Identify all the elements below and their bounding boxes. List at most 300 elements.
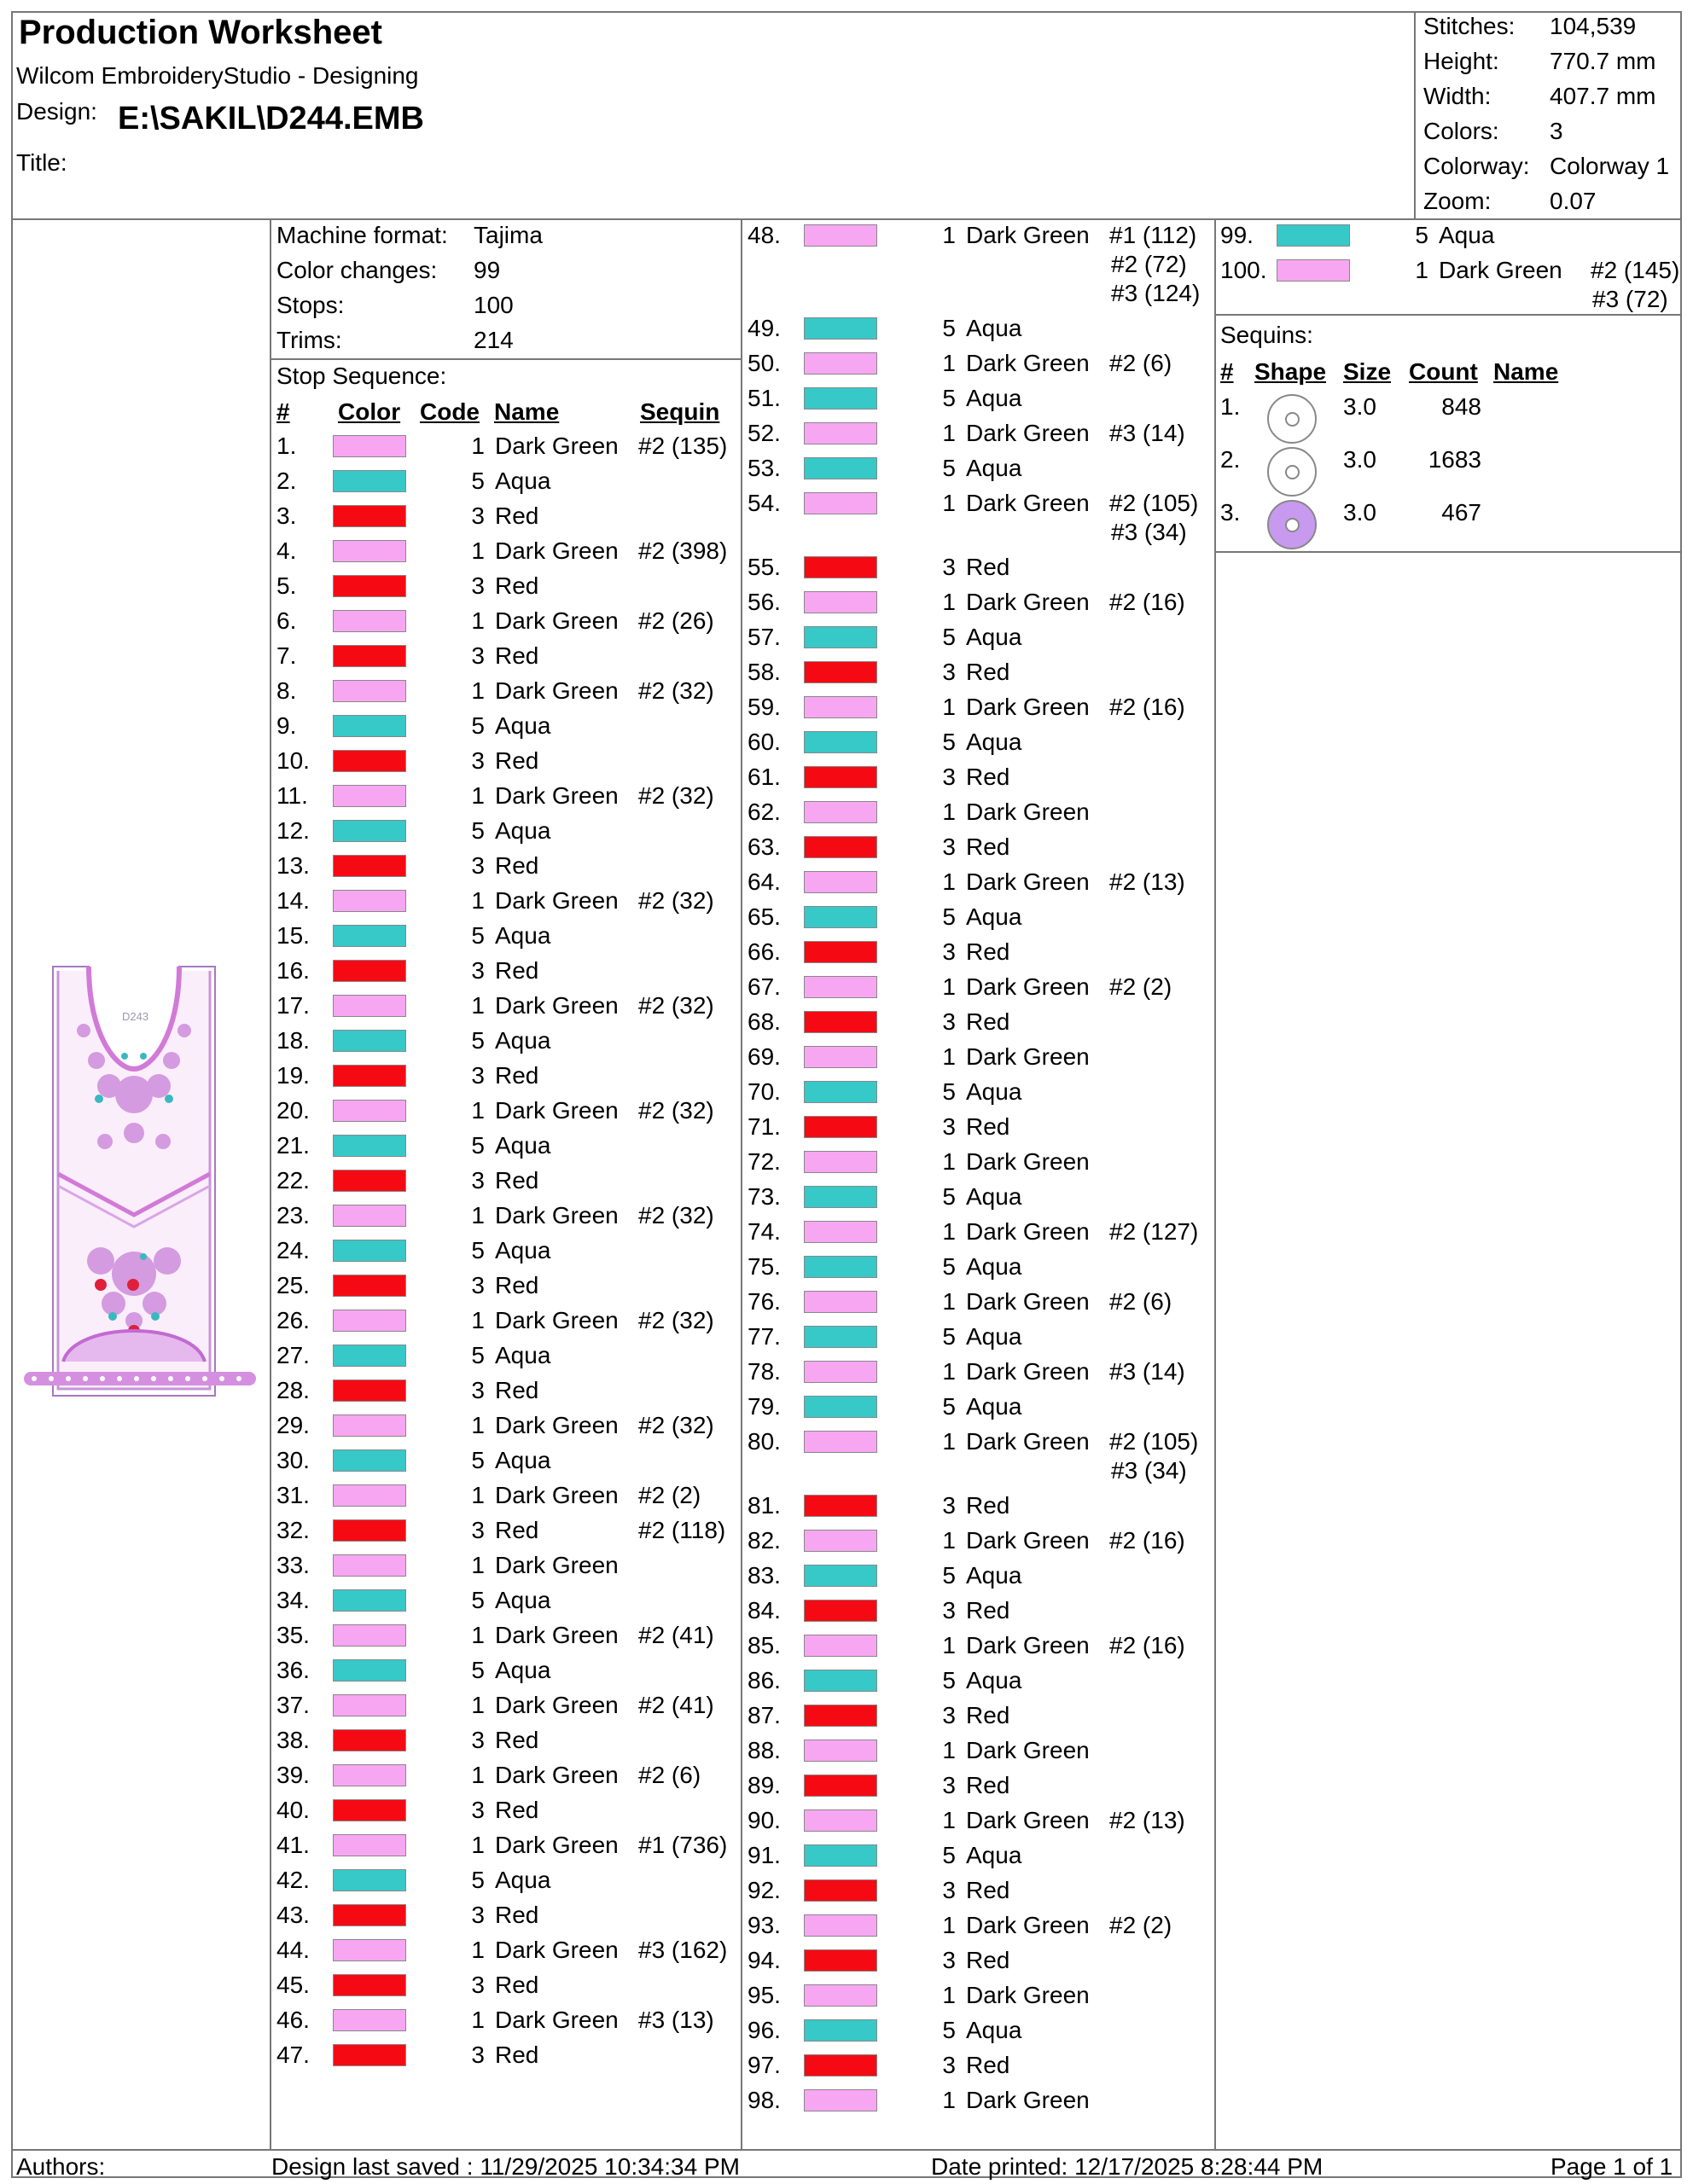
sequins-title: Sequins: [1220, 322, 1313, 348]
stat-value: 770.7 mm [1550, 48, 1656, 74]
stop-number: 46. [276, 2007, 310, 2033]
thread-name: Dark Green [495, 1307, 619, 1333]
thread-code: 1 [471, 1307, 485, 1333]
header-divider [11, 218, 1682, 220]
stop-number: 90. [748, 1807, 781, 1833]
color-swatch [333, 1240, 406, 1262]
stats-divider [1414, 11, 1416, 219]
thread-code: 5 [942, 315, 956, 341]
stat-value: 3 [1550, 118, 1563, 144]
color-swatch [333, 1519, 406, 1542]
sequin-count: #2 (6) [638, 1762, 701, 1788]
stop-number: 50. [748, 350, 781, 376]
stop-number: 39. [276, 1762, 310, 1788]
thread-name: Dark Green [495, 1412, 619, 1438]
color-swatch [804, 661, 877, 683]
stop-number: 30. [276, 1447, 310, 1473]
thread-name: Aqua [495, 1657, 551, 1683]
thread-name: Aqua [966, 385, 1022, 411]
thread-code: 1 [942, 1632, 956, 1658]
thread-name: Red [495, 747, 539, 774]
thread-code: 1 [942, 490, 956, 516]
stop-row [748, 833, 1208, 868]
thread-code: 3 [942, 764, 956, 790]
thread-name: Red [966, 1008, 1010, 1035]
thread-code: 1 [471, 782, 485, 809]
thread-code: 3 [942, 1947, 956, 1973]
stop-row [276, 1971, 737, 2006]
thread-code: 1 [942, 973, 956, 1000]
stop-number: 78. [748, 1358, 781, 1385]
thread-name: Dark Green [495, 2007, 619, 2033]
stop-row [748, 2051, 1208, 2086]
thread-name: Dark Green [495, 992, 619, 1019]
thread-name: Dark Green [495, 607, 619, 634]
stop-number: 27. [276, 1342, 310, 1368]
color-swatch [333, 1764, 406, 1786]
stop-row [748, 1596, 1208, 1631]
color-swatch [804, 1291, 877, 1313]
seq-header-size: Size [1343, 358, 1392, 385]
thread-name: Dark Green [966, 490, 1090, 516]
svg-text:D243: D243 [122, 1010, 149, 1023]
stop-number: 64. [748, 868, 781, 895]
color-swatch [804, 422, 877, 444]
color-swatch [804, 224, 877, 247]
stop-row [276, 642, 737, 677]
sequin-count: 467 [1441, 499, 1481, 526]
thread-name: Dark Green [495, 1692, 619, 1718]
color-swatch [804, 2089, 877, 2111]
stop-row [276, 1201, 737, 1236]
stop-row [748, 1217, 1208, 1252]
sequin-count: #2 (72) [1111, 251, 1187, 277]
sequin-count: #2 (2) [1109, 973, 1172, 1000]
stop-row [276, 1061, 737, 1096]
stop-number: 22. [276, 1167, 310, 1194]
sequin-count: #2 (16) [1109, 589, 1185, 615]
color-swatch [1277, 224, 1350, 247]
stop-number: 18. [276, 1027, 310, 1054]
col-divider-1 [270, 218, 271, 2151]
stop-row [748, 553, 1208, 588]
stop-number: 8. [276, 677, 297, 704]
color-swatch [333, 1414, 406, 1437]
stop-number: 59. [748, 694, 781, 720]
thread-name: Aqua [495, 1867, 551, 1893]
stop-number: 3. [276, 502, 297, 529]
color-swatch [333, 890, 406, 912]
thread-code: 1 [942, 868, 956, 895]
stop-number: 94. [748, 1947, 781, 1973]
thread-name: Dark Green [495, 1097, 619, 1124]
thread-name: Red [495, 1902, 539, 1928]
sequin-count: #3 (14) [1109, 420, 1185, 446]
sequin-count: #2 (13) [1109, 1807, 1185, 1833]
stop-row [276, 1796, 737, 1831]
stop-row [748, 1771, 1208, 1806]
thread-code: 1 [942, 1912, 956, 1938]
sequin-count: #2 (135) [638, 433, 728, 459]
sequin-hole [1285, 465, 1300, 479]
stop-row [276, 467, 737, 502]
stop-number: 25. [276, 1272, 310, 1298]
color-swatch [333, 645, 406, 667]
thread-name: Aqua [966, 315, 1022, 341]
thread-code: 5 [471, 1587, 485, 1613]
thread-name: Dark Green [966, 1807, 1090, 1833]
stop-row [276, 1761, 737, 1796]
sequin-count: #2 (398) [638, 537, 728, 564]
color-swatch [804, 1635, 877, 1657]
stop-row [276, 1516, 737, 1551]
sequin-count: #2 (16) [1109, 1632, 1185, 1658]
sequins-top-divider [1216, 314, 1682, 316]
stop-row [276, 712, 737, 746]
color-swatch [804, 836, 877, 858]
thread-code: 3 [471, 957, 485, 984]
thread-code: 3 [942, 659, 956, 685]
col-header-code: Code [420, 398, 480, 425]
thread-code: 3 [942, 2052, 956, 2078]
sequin-hole [1285, 412, 1300, 427]
stop-row [276, 2006, 737, 2041]
thread-name: Red [966, 1702, 1010, 1728]
sequin-number: 1. [1220, 393, 1241, 420]
stop-row [748, 1427, 1208, 1491]
stop-row [276, 1621, 737, 1656]
stop-number: 75. [748, 1253, 781, 1280]
stop-number: 99. [1220, 222, 1254, 248]
stop-row [748, 1806, 1208, 1841]
color-swatch [804, 352, 877, 375]
sequin-count: #2 (32) [638, 887, 714, 914]
thread-name: Aqua [495, 922, 551, 949]
stop-row [748, 1736, 1208, 1771]
stop-number: 88. [748, 1737, 781, 1763]
stop-number: 40. [276, 1797, 310, 1823]
thread-name: Red [495, 1797, 539, 1823]
thread-name: Red [966, 659, 1010, 685]
machine-label: Trims: [276, 327, 342, 353]
stop-row [748, 1946, 1208, 1981]
footer-page-number: Page 1 of 1 [1550, 2153, 1673, 2180]
stop-row [748, 868, 1208, 903]
sequin-count: #2 (105) [1109, 1428, 1199, 1455]
thread-code: 3 [942, 938, 956, 965]
thread-code: 5 [942, 624, 956, 650]
thread-code: 1 [942, 1358, 956, 1385]
stop-row [276, 1831, 737, 1866]
stop-row [276, 746, 737, 781]
stop-row [748, 1981, 1208, 2016]
stop-number: 34. [276, 1587, 310, 1613]
thread-name: Red [495, 1517, 539, 1543]
stop-number: 29. [276, 1412, 310, 1438]
stop-row [276, 956, 737, 991]
stop-row [748, 623, 1208, 658]
thread-code: 3 [471, 747, 485, 774]
color-swatch [333, 1834, 406, 1856]
footer-date-printed: Date printed: 12/17/2025 8:28:44 PM [931, 2153, 1324, 2180]
thread-name: Aqua [966, 1323, 1022, 1350]
thread-name: Aqua [495, 468, 551, 494]
stop-number: 57. [748, 624, 781, 650]
stop-row [748, 314, 1208, 349]
stat-value: 104,539 [1550, 13, 1637, 39]
stop-row [276, 537, 737, 572]
thread-name: Dark Green [966, 1912, 1090, 1938]
thread-code: 1 [471, 433, 485, 459]
stop-row [748, 798, 1208, 833]
stop-number: 42. [276, 1867, 310, 1893]
color-swatch [333, 1030, 406, 1052]
stop-row [276, 1586, 737, 1621]
color-swatch [804, 2054, 877, 2077]
machine-label: Stops: [276, 292, 345, 318]
stat-value: 407.7 mm [1550, 83, 1656, 109]
thread-name: Aqua [966, 624, 1022, 650]
stop-row [748, 658, 1208, 693]
color-swatch [333, 1065, 406, 1087]
thread-code: 5 [942, 903, 956, 930]
stop-row [748, 2086, 1208, 2121]
thread-code: 5 [471, 1342, 485, 1368]
stop-row [276, 1236, 737, 1271]
thread-name: Red [495, 1377, 539, 1403]
sequin-count: #3 (124) [1111, 280, 1201, 306]
thread-code: 1 [471, 1692, 485, 1718]
sequin-count: #2 (32) [638, 677, 714, 704]
stop-row [276, 816, 737, 851]
thread-code: 3 [471, 2042, 485, 2068]
thread-name: Dark Green [966, 1527, 1090, 1554]
color-swatch [804, 317, 877, 340]
color-swatch [804, 1949, 877, 1972]
stop-number: 86. [748, 1667, 781, 1693]
stop-row [748, 1077, 1208, 1112]
thread-name: Dark Green [966, 1288, 1090, 1315]
stop-number: 47. [276, 2042, 310, 2068]
color-swatch [804, 1530, 877, 1552]
thread-name: Aqua [495, 1342, 551, 1368]
machine-value: Tajima [474, 222, 543, 248]
stop-number: 17. [276, 992, 310, 1019]
thread-code: 5 [942, 1393, 956, 1420]
thread-code: 1 [942, 1043, 956, 1070]
stop-row [276, 886, 737, 921]
stat-value: 0.07 [1550, 188, 1597, 214]
thread-name: Red [966, 834, 1010, 860]
thread-name: Dark Green [966, 589, 1090, 615]
stop-row [276, 2041, 737, 2076]
stop-row [748, 1182, 1208, 1217]
stop-number: 15. [276, 922, 310, 949]
thread-code: 5 [471, 817, 485, 844]
stop-row [748, 1147, 1208, 1182]
color-swatch [333, 1799, 406, 1821]
thread-code: 5 [942, 455, 956, 481]
stop-number: 4. [276, 537, 297, 564]
stop-row [276, 1866, 737, 1901]
sequin-count: #2 (16) [1109, 694, 1185, 720]
sequin-count: #2 (32) [638, 1412, 714, 1438]
stat-label: Stitches: [1423, 13, 1516, 39]
thread-code: 5 [942, 1253, 956, 1280]
stop-number: 73. [748, 1183, 781, 1210]
color-swatch [804, 801, 877, 823]
thread-name: Dark Green [495, 887, 619, 914]
thread-name: Red [966, 1877, 1010, 1903]
sequin-count: #3 (14) [1109, 1358, 1185, 1385]
sequin-shape-icon [1267, 500, 1317, 549]
stop-row [748, 1631, 1208, 1666]
thread-name: Red [966, 1772, 1010, 1798]
thread-name: Red [966, 1597, 1010, 1623]
thread-name: Red [966, 1492, 1010, 1519]
color-swatch [804, 941, 877, 963]
color-swatch [333, 1310, 406, 1332]
thread-name: Aqua [966, 2017, 1022, 2043]
color-swatch [804, 591, 877, 613]
stop-row [748, 728, 1208, 763]
sequin-count: #2 (145) [1591, 257, 1680, 283]
thread-name: Dark Green [966, 420, 1090, 446]
thread-code: 3 [471, 1062, 485, 1089]
stop-number: 87. [748, 1702, 781, 1728]
color-swatch [333, 1380, 406, 1402]
col-header-num: # [276, 398, 290, 425]
thread-name: Red [966, 938, 1010, 965]
thread-code: 5 [942, 1842, 956, 1868]
stop-number: 82. [748, 1527, 781, 1554]
thread-name: Aqua [966, 455, 1022, 481]
color-swatch [333, 1554, 406, 1577]
thread-code: 5 [471, 922, 485, 949]
sequin-count: 1683 [1428, 446, 1481, 473]
stat-value: Colorway 1 [1550, 153, 1670, 179]
footer-authors: Authors: [16, 2153, 106, 2180]
thread-code: 3 [471, 572, 485, 599]
stop-number: 14. [276, 887, 310, 914]
color-swatch [804, 1431, 877, 1453]
stop-number: 66. [748, 938, 781, 965]
stop-row [748, 384, 1208, 419]
stop-number: 53. [748, 455, 781, 481]
color-swatch [804, 871, 877, 893]
thread-code: 3 [471, 1902, 485, 1928]
stop-number: 38. [276, 1727, 310, 1753]
sequin-count: #2 (16) [1109, 1527, 1185, 1554]
thread-name: Red [495, 642, 539, 669]
color-swatch [333, 1135, 406, 1157]
color-swatch [333, 1275, 406, 1297]
thread-code: 5 [471, 1867, 485, 1893]
stop-number: 48. [748, 222, 781, 248]
color-swatch [333, 1449, 406, 1472]
stop-row [276, 502, 737, 537]
color-swatch [333, 435, 406, 457]
color-swatch [333, 1484, 406, 1507]
col-header-color: Color [338, 398, 401, 425]
thread-code: 1 [942, 1737, 956, 1763]
thread-name: Aqua [966, 1562, 1022, 1589]
sequin-count: #3 (34) [1111, 1457, 1187, 1484]
design-label: Design: [16, 98, 97, 125]
thread-code: 3 [471, 1797, 485, 1823]
stop-row [1220, 256, 1681, 320]
color-swatch [333, 995, 406, 1017]
stop-number: 52. [748, 420, 781, 446]
thread-name: Dark Green [495, 433, 619, 459]
sequin-count: #2 (2) [1109, 1912, 1172, 1938]
stop-sequence-title: Stop Sequence: [276, 363, 447, 389]
thread-name: Aqua [495, 1587, 551, 1613]
thread-name: Aqua [966, 1667, 1022, 1693]
thread-name: Dark Green [966, 1148, 1090, 1175]
thread-code: 1 [471, 1202, 485, 1228]
thread-name: Dark Green [966, 1043, 1090, 1070]
stop-row [748, 349, 1208, 384]
thread-name: Red [966, 1947, 1010, 1973]
stop-row [748, 1666, 1208, 1701]
color-swatch [804, 1844, 877, 1867]
thread-code: 1 [471, 992, 485, 1019]
stop-number: 5. [276, 572, 297, 599]
stop-row [276, 1551, 737, 1586]
thread-name: Dark Green [966, 1632, 1090, 1658]
thread-name: Aqua [495, 712, 551, 739]
footer-divider [11, 2149, 1682, 2151]
thread-code: 1 [471, 2007, 485, 2033]
thread-name: Dark Green [966, 973, 1090, 1000]
thread-code: 1 [1415, 257, 1428, 283]
color-swatch [333, 1729, 406, 1751]
stop-number: 41. [276, 1832, 310, 1858]
color-swatch [333, 1589, 406, 1612]
sequin-number: 2. [1220, 446, 1241, 473]
stop-number: 84. [748, 1597, 781, 1623]
stop-number: 80. [748, 1428, 781, 1455]
color-swatch [333, 1345, 406, 1367]
thread-code: 3 [471, 502, 485, 529]
color-swatch [333, 1974, 406, 1996]
thread-name: Aqua [1439, 222, 1495, 248]
thread-code: 3 [471, 852, 485, 879]
thread-name: Dark Green [966, 350, 1090, 376]
sequin-shape-icon [1267, 447, 1317, 497]
thread-code: 5 [942, 1323, 956, 1350]
thread-code: 5 [471, 1132, 485, 1159]
sequin-count: #3 (13) [638, 2007, 714, 2033]
stop-number: 79. [748, 1393, 781, 1420]
color-swatch [804, 1116, 877, 1138]
stop-number: 77. [748, 1323, 781, 1350]
stop-number: 23. [276, 1202, 310, 1228]
sequin-count: #2 (6) [1109, 1288, 1172, 1315]
thread-name: Red [966, 1113, 1010, 1140]
color-swatch [333, 2044, 406, 2066]
thread-code: 3 [471, 642, 485, 669]
thread-name: Dark Green [966, 1428, 1090, 1455]
stop-number: 16. [276, 957, 310, 984]
color-swatch [804, 1879, 877, 1902]
color-swatch [333, 750, 406, 772]
thread-name: Red [495, 1972, 539, 1998]
thread-code: 1 [471, 887, 485, 914]
stop-number: 60. [748, 729, 781, 755]
stop-number: 43. [276, 1902, 310, 1928]
